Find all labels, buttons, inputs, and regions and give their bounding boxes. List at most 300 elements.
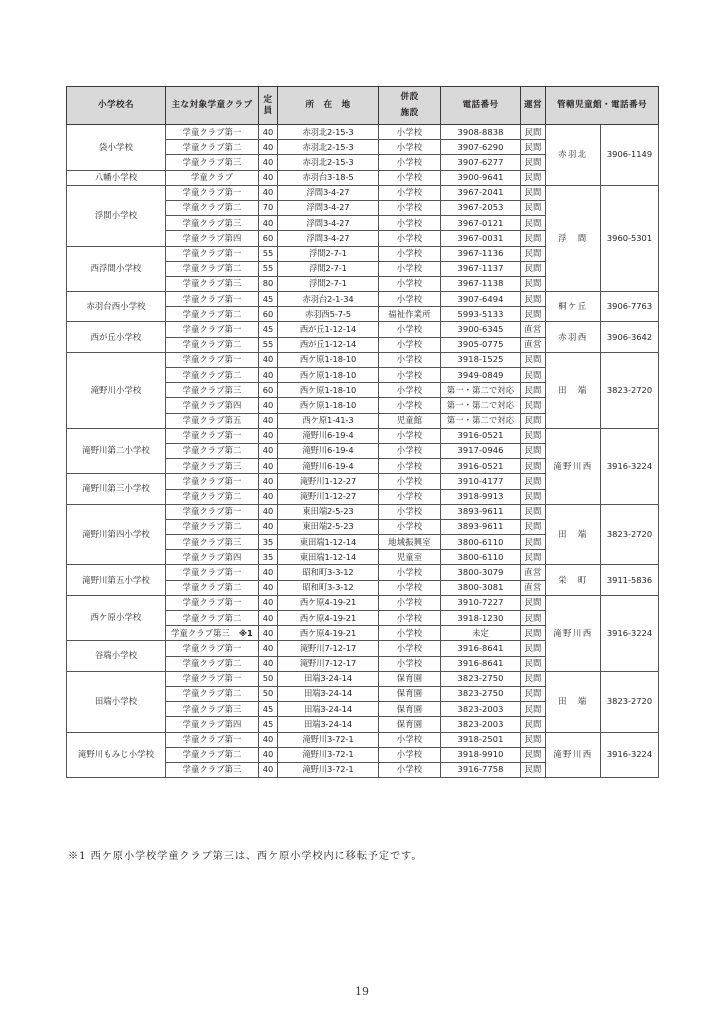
cell-jurisdiction-center: 田 端 bbox=[546, 504, 601, 565]
cell-capacity: 40 bbox=[259, 352, 278, 367]
cell-operation: 民間 bbox=[521, 246, 546, 261]
cell-telephone: 第一・第二で対応 bbox=[441, 383, 521, 398]
cell-operation: 民間 bbox=[521, 140, 546, 155]
cell-jurisdiction-center: 桐ケ丘 bbox=[546, 292, 601, 322]
cell-capacity: 40 bbox=[259, 474, 278, 489]
cell-facility: 小学校 bbox=[379, 322, 441, 337]
cell-operation: 民間 bbox=[521, 535, 546, 550]
cell-telephone: 3967-0031 bbox=[441, 231, 521, 246]
cell-capacity: 35 bbox=[259, 550, 278, 565]
cell-telephone: 3967-1136 bbox=[441, 246, 521, 261]
header-telephone: 電話番号 bbox=[441, 87, 521, 125]
cell-address: 東田端1-12-14 bbox=[278, 550, 379, 565]
cell-operation: 直営 bbox=[521, 337, 546, 352]
cell-telephone: 3967-2041 bbox=[441, 185, 521, 200]
header-capacity-line1: 定 bbox=[263, 95, 273, 106]
cell-telephone: 3967-2053 bbox=[441, 200, 521, 215]
cell-address: 昭和町3-3-12 bbox=[278, 580, 379, 595]
cell-capacity: 40 bbox=[259, 580, 278, 595]
cell-operation: 民間 bbox=[521, 443, 546, 458]
cell-address: 赤羽北2-15-3 bbox=[278, 125, 379, 140]
cell-telephone: 3918-9913 bbox=[441, 489, 521, 504]
cell-club-footnote-mark: ※1 bbox=[238, 627, 253, 638]
cell-address: 滝野川3-72-1 bbox=[278, 747, 379, 762]
cell-telephone: 未定 bbox=[441, 626, 521, 641]
cell-club-name: 学童クラブ第四 bbox=[166, 398, 259, 413]
cell-club-name: 学童クラブ第二 bbox=[166, 140, 259, 155]
cell-address: 浮間2-7-1 bbox=[278, 276, 379, 291]
cell-operation: 直営 bbox=[521, 565, 546, 580]
cell-capacity: 50 bbox=[259, 686, 278, 701]
cell-jurisdiction-center: 滝野川西 bbox=[546, 732, 601, 778]
cell-facility: 小学校 bbox=[379, 747, 441, 762]
cell-club-name: 学童クラブ第二 bbox=[166, 489, 259, 504]
cell-club-name: 学童クラブ第二 bbox=[166, 443, 259, 458]
header-facility bbox=[379, 87, 441, 125]
cell-capacity: 40 bbox=[259, 626, 278, 641]
cell-capacity: 40 bbox=[259, 762, 278, 777]
cell-jurisdiction-center: 田 端 bbox=[546, 671, 601, 732]
cell-club-name: 学童クラブ bbox=[166, 170, 259, 185]
cell-address: 西ケ原4-19-21 bbox=[278, 626, 379, 641]
cell-capacity: 60 bbox=[259, 231, 278, 246]
cell-operation: 民間 bbox=[521, 717, 546, 732]
cell-club-name: 学童クラブ第一 bbox=[166, 125, 259, 140]
cell-capacity: 40 bbox=[259, 489, 278, 504]
cell-telephone: 3910-7227 bbox=[441, 595, 521, 610]
cell-facility: 小学校 bbox=[379, 185, 441, 200]
cell-operation: 民間 bbox=[521, 611, 546, 626]
cell-school-name: 滝野川第四小学校 bbox=[67, 504, 166, 565]
cell-capacity: 70 bbox=[259, 200, 278, 215]
cell-facility: 小学校 bbox=[379, 200, 441, 215]
cell-jurisdiction-center-telephone: 3906-7763 bbox=[601, 292, 659, 322]
cell-club-name: 学童クラブ第二 bbox=[166, 261, 259, 276]
cell-capacity: 45 bbox=[259, 292, 278, 307]
cell-operation: 民間 bbox=[521, 352, 546, 367]
cell-facility: 小学校 bbox=[379, 216, 441, 231]
cell-facility: 小学校 bbox=[379, 398, 441, 413]
cell-address: 東田端2-5-23 bbox=[278, 519, 379, 534]
cell-address: 西ケ原1-18-10 bbox=[278, 398, 379, 413]
header-facility-line1: 併設 bbox=[400, 91, 419, 102]
cell-capacity: 40 bbox=[259, 170, 278, 185]
cell-jurisdiction-center: 赤羽北 bbox=[546, 125, 601, 186]
cell-jurisdiction-center-telephone: 3823-2720 bbox=[601, 671, 659, 732]
cell-telephone: 3907-6290 bbox=[441, 140, 521, 155]
header-operation: 運営 bbox=[521, 87, 546, 125]
table-header bbox=[67, 87, 659, 125]
cell-operation: 民間 bbox=[521, 519, 546, 534]
cell-club-name: 学童クラブ第一 bbox=[166, 641, 259, 656]
cell-address: 浮間3-4-27 bbox=[278, 200, 379, 215]
cell-operation: 民間 bbox=[521, 276, 546, 291]
cell-club-name: 学童クラブ第二 bbox=[166, 580, 259, 595]
cell-facility: 小学校 bbox=[379, 428, 441, 443]
table-row bbox=[67, 125, 659, 140]
cell-facility: 小学校 bbox=[379, 580, 441, 595]
table-row bbox=[67, 565, 659, 580]
cell-capacity: 60 bbox=[259, 307, 278, 322]
header-jurisdiction-center: 管轄児童館・電話番号 bbox=[546, 87, 659, 125]
cell-facility: 小学校 bbox=[379, 231, 441, 246]
cell-operation: 民間 bbox=[521, 398, 546, 413]
cell-facility: 小学校 bbox=[379, 261, 441, 276]
cell-operation: 民間 bbox=[521, 656, 546, 671]
cell-facility: 小学校 bbox=[379, 246, 441, 261]
cell-telephone: 3949-0849 bbox=[441, 368, 521, 383]
cell-facility: 小学校 bbox=[379, 337, 441, 352]
cell-telephone: 3918-1230 bbox=[441, 611, 521, 626]
cell-operation: 民間 bbox=[521, 170, 546, 185]
cell-telephone: 3967-0121 bbox=[441, 216, 521, 231]
cell-club-name: 学童クラブ第二 bbox=[166, 686, 259, 701]
cell-facility: 小学校 bbox=[379, 155, 441, 170]
cell-club-name: 学童クラブ第一 bbox=[166, 474, 259, 489]
cell-facility: 小学校 bbox=[379, 140, 441, 155]
cell-capacity: 40 bbox=[259, 732, 278, 747]
table-row bbox=[67, 595, 659, 610]
cell-address: 西ケ原4-19-21 bbox=[278, 611, 379, 626]
cell-telephone: 3823-2003 bbox=[441, 702, 521, 717]
cell-school-name: 田端小学校 bbox=[67, 671, 166, 732]
cell-club-name: 学童クラブ第三 ※1 bbox=[166, 626, 259, 641]
cell-school-name: 滝野川第二小学校 bbox=[67, 428, 166, 474]
cell-club-name: 学童クラブ第二 bbox=[166, 656, 259, 671]
cell-capacity: 40 bbox=[259, 125, 278, 140]
cell-capacity: 40 bbox=[259, 595, 278, 610]
cell-facility: 小学校 bbox=[379, 762, 441, 777]
cell-club-name: 学童クラブ第二 bbox=[166, 611, 259, 626]
cell-capacity: 40 bbox=[259, 504, 278, 519]
header-address: 所 在 地 bbox=[278, 87, 379, 125]
cell-club-name: 学童クラブ第三 bbox=[166, 383, 259, 398]
cell-capacity: 40 bbox=[259, 368, 278, 383]
cell-address: 田端3-24-14 bbox=[278, 702, 379, 717]
cell-club-name: 学童クラブ第三 bbox=[166, 702, 259, 717]
cell-jurisdiction-center: 栄 町 bbox=[546, 565, 601, 595]
cell-facility: 小学校 bbox=[379, 368, 441, 383]
cell-club-name: 学童クラブ第一 bbox=[166, 671, 259, 686]
cell-capacity: 45 bbox=[259, 322, 278, 337]
cell-operation: 民間 bbox=[521, 626, 546, 641]
cell-telephone: 3908-8838 bbox=[441, 125, 521, 140]
table-row bbox=[67, 732, 659, 747]
cell-address: 滝野川1-12-27 bbox=[278, 489, 379, 504]
cell-facility: 地域振興室 bbox=[379, 535, 441, 550]
cell-operation: 民間 bbox=[521, 474, 546, 489]
cell-facility: 小学校 bbox=[379, 732, 441, 747]
cell-operation: 民間 bbox=[521, 231, 546, 246]
cell-operation: 民間 bbox=[521, 383, 546, 398]
cell-telephone: 3893-9611 bbox=[441, 504, 521, 519]
cell-facility: 小学校 bbox=[379, 276, 441, 291]
cell-club-name: 学童クラブ第一 bbox=[166, 352, 259, 367]
cell-operation: 民間 bbox=[521, 762, 546, 777]
cell-club-name: 学童クラブ第四 bbox=[166, 550, 259, 565]
cell-telephone: 第一・第二で対応 bbox=[441, 398, 521, 413]
cell-telephone: 3916-0521 bbox=[441, 428, 521, 443]
cell-facility: 小学校 bbox=[379, 565, 441, 580]
cell-facility: 小学校 bbox=[379, 474, 441, 489]
cell-address: 西ケ原1-18-10 bbox=[278, 352, 379, 367]
cell-telephone: 第一・第二で対応 bbox=[441, 413, 521, 428]
cell-facility: 保育園 bbox=[379, 702, 441, 717]
cell-capacity: 40 bbox=[259, 413, 278, 428]
cell-telephone: 3823-2750 bbox=[441, 671, 521, 686]
cell-address: 滝野川6-19-4 bbox=[278, 428, 379, 443]
cell-jurisdiction-center: 田 端 bbox=[546, 352, 601, 428]
cell-address: 滝野川6-19-4 bbox=[278, 459, 379, 474]
cell-telephone: 3917-0946 bbox=[441, 443, 521, 458]
cell-operation: 民間 bbox=[521, 459, 546, 474]
cell-club-name: 学童クラブ第一 bbox=[166, 595, 259, 610]
cell-telephone: 3967-1138 bbox=[441, 276, 521, 291]
cell-school-name: 西ケ原小学校 bbox=[67, 595, 166, 641]
cell-operation: 民間 bbox=[521, 216, 546, 231]
cell-telephone: 3800-6110 bbox=[441, 550, 521, 565]
header-capacity-line2: 員 bbox=[263, 105, 273, 116]
cell-operation: 民間 bbox=[521, 747, 546, 762]
cell-operation: 直営 bbox=[521, 322, 546, 337]
cell-telephone: 3907-6277 bbox=[441, 155, 521, 170]
cell-facility: 小学校 bbox=[379, 641, 441, 656]
cell-school-name: 谷端小学校 bbox=[67, 641, 166, 671]
cell-address: 浮間3-4-27 bbox=[278, 216, 379, 231]
cell-capacity: 40 bbox=[259, 519, 278, 534]
cell-school-name: 浮間小学校 bbox=[67, 185, 166, 246]
cell-address: 東田端1-12-14 bbox=[278, 535, 379, 550]
header-club-name: 主な対象学童クラブ bbox=[166, 87, 259, 125]
cell-facility: 小学校 bbox=[379, 611, 441, 626]
cell-capacity: 40 bbox=[259, 428, 278, 443]
header-row bbox=[67, 87, 659, 125]
cell-club-name: 学童クラブ第二 bbox=[166, 307, 259, 322]
cell-address: 浮間3-4-27 bbox=[278, 231, 379, 246]
cell-operation: 民間 bbox=[521, 686, 546, 701]
cell-club-name: 学童クラブ第一 bbox=[166, 246, 259, 261]
cell-telephone: 3967-1137 bbox=[441, 261, 521, 276]
cell-telephone: 3916-0521 bbox=[441, 459, 521, 474]
cell-club-name: 学童クラブ第一 bbox=[166, 504, 259, 519]
cell-capacity: 40 bbox=[259, 459, 278, 474]
cell-club-name: 学童クラブ第二 bbox=[166, 519, 259, 534]
cell-telephone: 3905-0775 bbox=[441, 337, 521, 352]
cell-operation: 民間 bbox=[521, 307, 546, 322]
cell-telephone: 5993-5133 bbox=[441, 307, 521, 322]
cell-club-name: 学童クラブ第一 bbox=[166, 292, 259, 307]
cell-address: 赤羽西5-7-5 bbox=[278, 307, 379, 322]
cell-operation: 民間 bbox=[521, 261, 546, 276]
table-row bbox=[67, 504, 659, 519]
cell-jurisdiction-center-telephone: 3916-3224 bbox=[601, 428, 659, 504]
cell-club-name: 学童クラブ第二 bbox=[166, 337, 259, 352]
cell-school-name: 西浮間小学校 bbox=[67, 246, 166, 292]
cell-club-name: 学童クラブ第一 bbox=[166, 322, 259, 337]
cell-capacity: 40 bbox=[259, 216, 278, 231]
cell-capacity: 55 bbox=[259, 246, 278, 261]
cell-capacity: 40 bbox=[259, 155, 278, 170]
cell-jurisdiction-center-telephone: 3911-5836 bbox=[601, 565, 659, 595]
cell-club-name: 学童クラブ第三 bbox=[166, 535, 259, 550]
header-facility-line2: 施設 bbox=[400, 107, 419, 118]
cell-operation: 民間 bbox=[521, 292, 546, 307]
cell-address: 赤羽北2-15-3 bbox=[278, 140, 379, 155]
header-school-name: 小学校名 bbox=[67, 87, 166, 125]
cell-telephone: 3916-8641 bbox=[441, 656, 521, 671]
cell-capacity: 40 bbox=[259, 140, 278, 155]
cell-capacity: 50 bbox=[259, 671, 278, 686]
table-row bbox=[67, 428, 659, 443]
cell-address: 滝野川3-72-1 bbox=[278, 732, 379, 747]
cell-facility: 保育園 bbox=[379, 717, 441, 732]
cell-telephone: 3918-9910 bbox=[441, 747, 521, 762]
cell-address: 西が丘1-12-14 bbox=[278, 337, 379, 352]
cell-address: 田端3-24-14 bbox=[278, 671, 379, 686]
cell-address: 滝野川7-12-17 bbox=[278, 641, 379, 656]
cell-capacity: 40 bbox=[259, 565, 278, 580]
cell-capacity: 45 bbox=[259, 702, 278, 717]
cell-telephone: 3893-9611 bbox=[441, 519, 521, 534]
cell-school-name: 滝野川もみじ小学校 bbox=[67, 732, 166, 778]
cell-capacity: 55 bbox=[259, 261, 278, 276]
table-row bbox=[67, 292, 659, 307]
cell-jurisdiction-center-telephone: 3823-2720 bbox=[601, 352, 659, 428]
page-number: 19 bbox=[355, 985, 369, 998]
cell-capacity: 40 bbox=[259, 747, 278, 762]
cell-club-name: 学童クラブ第三 bbox=[166, 459, 259, 474]
cell-telephone: 3916-8641 bbox=[441, 641, 521, 656]
cell-jurisdiction-center-telephone: 3916-3224 bbox=[601, 732, 659, 778]
cell-jurisdiction-center: 滝野川西 bbox=[546, 595, 601, 671]
cell-address: 赤羽台3-18-5 bbox=[278, 170, 379, 185]
cell-address: 東田端2-5-23 bbox=[278, 504, 379, 519]
cell-facility: 小学校 bbox=[379, 352, 441, 367]
gakudo-club-table bbox=[66, 86, 659, 778]
cell-facility: 小学校 bbox=[379, 489, 441, 504]
cell-address: 田端3-24-14 bbox=[278, 717, 379, 732]
cell-address: 滝野川7-12-17 bbox=[278, 656, 379, 671]
cell-club-name: 学童クラブ第一 bbox=[166, 185, 259, 200]
cell-facility: 小学校 bbox=[379, 170, 441, 185]
cell-telephone: 3918-1525 bbox=[441, 352, 521, 367]
header-capacity bbox=[259, 87, 278, 125]
cell-facility: 小学校 bbox=[379, 595, 441, 610]
cell-operation: 民間 bbox=[521, 641, 546, 656]
cell-operation: 民間 bbox=[521, 595, 546, 610]
cell-operation: 民間 bbox=[521, 550, 546, 565]
cell-operation: 民間 bbox=[521, 185, 546, 200]
cell-club-name: 学童クラブ第四 bbox=[166, 231, 259, 246]
cell-club-name: 学童クラブ第四 bbox=[166, 717, 259, 732]
cell-address: 昭和町3-3-12 bbox=[278, 565, 379, 580]
cell-address: 浮間2-7-1 bbox=[278, 246, 379, 261]
cell-facility: 小学校 bbox=[379, 459, 441, 474]
cell-facility: 小学校 bbox=[379, 656, 441, 671]
cell-capacity: 35 bbox=[259, 535, 278, 550]
cell-school-name: 西が丘小学校 bbox=[67, 322, 166, 352]
cell-school-name: 滝野川第三小学校 bbox=[67, 474, 166, 504]
footnote-text: ※1 西ケ原小学校学童クラブ第三は、西ケ原小学校内に移転予定です。 bbox=[68, 851, 423, 862]
table-row bbox=[67, 322, 659, 337]
cell-telephone: 3918-2501 bbox=[441, 732, 521, 747]
cell-telephone: 3800-6110 bbox=[441, 535, 521, 550]
cell-facility: 小学校 bbox=[379, 292, 441, 307]
cell-operation: 民間 bbox=[521, 368, 546, 383]
cell-capacity: 40 bbox=[259, 443, 278, 458]
cell-club-name: 学童クラブ第五 bbox=[166, 413, 259, 428]
cell-operation: 民間 bbox=[521, 125, 546, 140]
cell-club-name: 学童クラブ第三 bbox=[166, 155, 259, 170]
table-row bbox=[67, 671, 659, 686]
gakudo-club-table-container bbox=[66, 86, 658, 778]
cell-facility: 小学校 bbox=[379, 443, 441, 458]
cell-address: 浮間2-7-1 bbox=[278, 261, 379, 276]
cell-club-name: 学童クラブ第二 bbox=[166, 200, 259, 215]
cell-school-name: 八幡小学校 bbox=[67, 170, 166, 185]
cell-address: 滝野川1-12-27 bbox=[278, 474, 379, 489]
cell-operation: 民間 bbox=[521, 671, 546, 686]
cell-jurisdiction-center-telephone: 3906-1149 bbox=[601, 125, 659, 186]
cell-club-name: 学童クラブ第三 bbox=[166, 762, 259, 777]
cell-operation: 民間 bbox=[521, 489, 546, 504]
cell-facility: 福祉作業所 bbox=[379, 307, 441, 322]
cell-operation: 民間 bbox=[521, 732, 546, 747]
cell-telephone: 3900-9641 bbox=[441, 170, 521, 185]
cell-address: 西ケ原1-18-10 bbox=[278, 383, 379, 398]
cell-capacity: 55 bbox=[259, 337, 278, 352]
cell-address: 赤羽台2-1-34 bbox=[278, 292, 379, 307]
cell-telephone: 3800-3081 bbox=[441, 580, 521, 595]
table-row bbox=[67, 352, 659, 367]
cell-club-name: 学童クラブ第二 bbox=[166, 747, 259, 762]
cell-jurisdiction-center-telephone: 3960-5301 bbox=[601, 185, 659, 291]
cell-address: 浮間3-4-27 bbox=[278, 185, 379, 200]
cell-operation: 民間 bbox=[521, 200, 546, 215]
cell-telephone: 3800-3079 bbox=[441, 565, 521, 580]
cell-facility: 小学校 bbox=[379, 626, 441, 641]
cell-school-name: 袋小学校 bbox=[67, 125, 166, 171]
cell-jurisdiction-center: 滝野川西 bbox=[546, 428, 601, 504]
cell-club-name: 学童クラブ第三 bbox=[166, 216, 259, 231]
cell-jurisdiction-center-telephone: 3916-3224 bbox=[601, 595, 659, 671]
cell-address: 赤羽北2-15-3 bbox=[278, 155, 379, 170]
cell-jurisdiction-center-telephone: 3823-2720 bbox=[601, 504, 659, 565]
cell-facility: 保育園 bbox=[379, 671, 441, 686]
cell-operation: 民間 bbox=[521, 428, 546, 443]
cell-address: 西ケ原4-19-21 bbox=[278, 595, 379, 610]
cell-telephone: 3823-2003 bbox=[441, 717, 521, 732]
cell-address: 滝野川3-72-1 bbox=[278, 762, 379, 777]
cell-operation: 民間 bbox=[521, 413, 546, 428]
cell-capacity: 40 bbox=[259, 656, 278, 671]
cell-capacity: 40 bbox=[259, 398, 278, 413]
cell-capacity: 40 bbox=[259, 611, 278, 626]
cell-address: 西が丘1-12-14 bbox=[278, 322, 379, 337]
cell-address: 西ケ原1-18-10 bbox=[278, 368, 379, 383]
cell-club-name: 学童クラブ第二 bbox=[166, 368, 259, 383]
cell-capacity: 45 bbox=[259, 717, 278, 732]
cell-school-name: 滝野川第五小学校 bbox=[67, 565, 166, 595]
cell-facility: 小学校 bbox=[379, 125, 441, 140]
cell-jurisdiction-center: 赤羽西 bbox=[546, 322, 601, 352]
cell-facility: 児童館 bbox=[379, 413, 441, 428]
cell-capacity: 40 bbox=[259, 185, 278, 200]
cell-school-name: 赤羽台西小学校 bbox=[67, 292, 166, 322]
cell-facility: 小学校 bbox=[379, 383, 441, 398]
cell-facility: 小学校 bbox=[379, 519, 441, 534]
cell-facility: 児童室 bbox=[379, 550, 441, 565]
